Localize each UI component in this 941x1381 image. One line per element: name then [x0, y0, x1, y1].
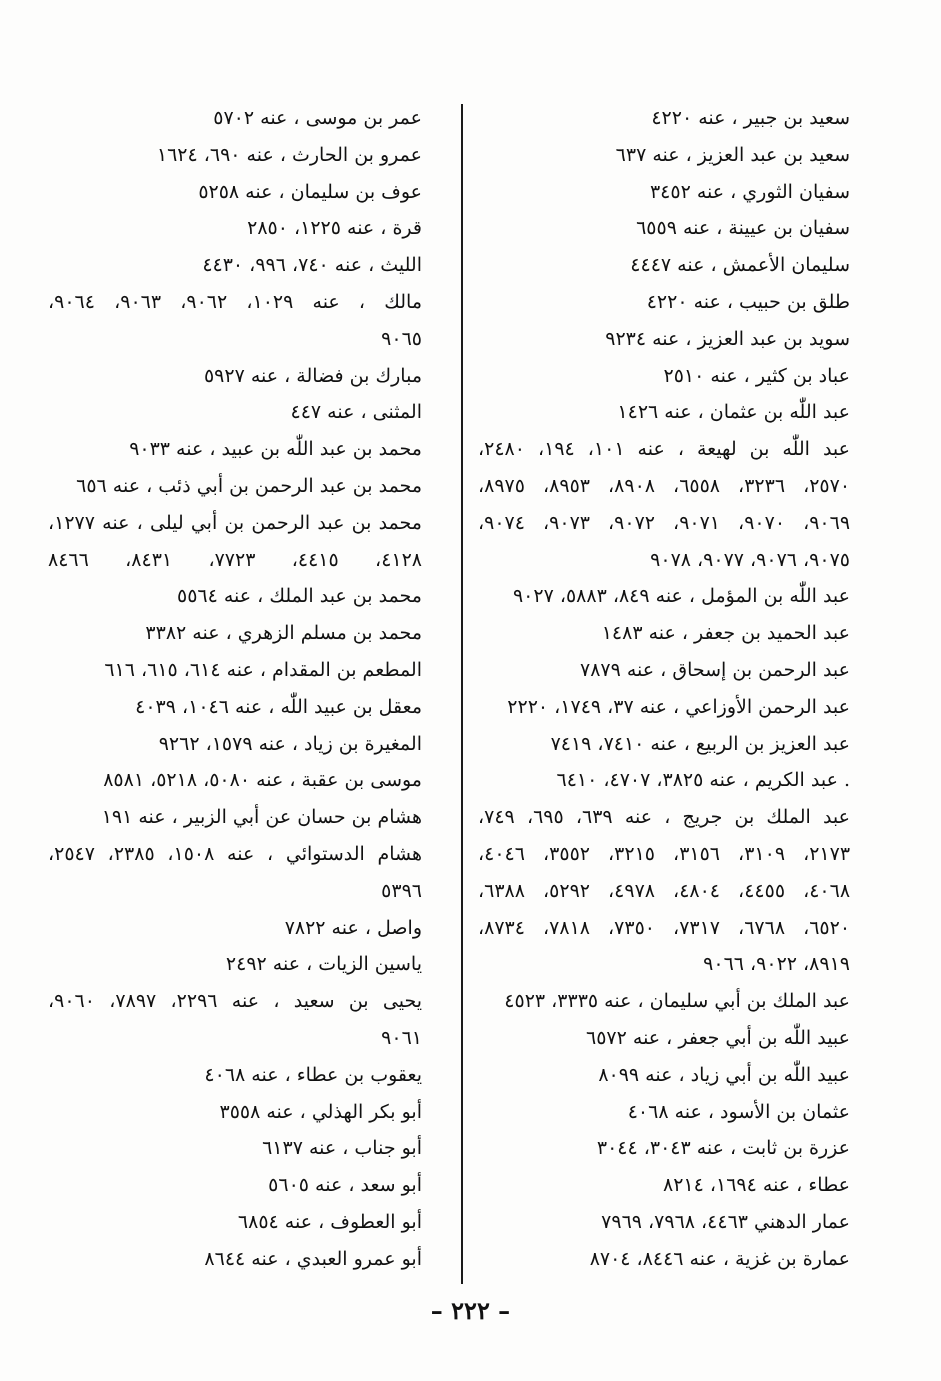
index-entry: عمارة بن غزية ، عنه ٨٤٤٦، ٨٧٠٤ — [589, 1247, 850, 1270]
index-entry: ياسين الزيات ، عنه ٢٤٩٢ — [225, 953, 422, 976]
index-entry: عمار الدهني ٤٤٦٣، ٧٩٦٨، ٧٩٦٩ — [601, 1210, 850, 1233]
index-entry: عزرة بن ثابت ، عنه ٣٠٤٣، ٣٠٤٤ — [596, 1137, 850, 1160]
index-entry: عمرو بن الحارث ، عنه ٦٩٠، ١٦٢٤ — [156, 143, 422, 166]
index-entry: المطعم بن المقدام ، عنه ٦١٤، ٦١٥، ٦١٦ — [104, 658, 422, 681]
index-entry: سعيد بن عبد العزيز ، عنه ٦٣٧ — [615, 143, 850, 166]
index-entry: معقل بن عبيد اللّٰه ، عنه ١٠٤٦، ٤٠٣٩ — [135, 695, 422, 718]
index-entry-continuation: ٤٠٦٨، ٤٤٥٥، ٤٨٠٤، ٤٩٧٨، ٥٢٩٢، ٦٣٨٨، — [478, 879, 850, 902]
index-entry: أبو جناب ، عنه ٦١٣٧ — [262, 1137, 422, 1160]
index-entry: محمد بن عبد الرحمن بن أبي ليلى ، عنه ١٢٧٧، — [48, 511, 422, 534]
index-entry: هشام الدستوائي ، عنه ١٥٠٨، ٢٣٨٥، ٢٥٤٧، — [48, 842, 422, 865]
index-entry: أبو سعد ، عنه ٥٦٠٥ — [268, 1174, 422, 1197]
index-entry: عوف بن سليمان ، عنه ٥٢٥٨ — [198, 180, 422, 203]
index-entry: محمد بن مسلم الزهري ، عنه ٣٣٨٢ — [145, 622, 422, 645]
index-entry: عمر بن موسى ، عنه ٥٧٠٢ — [213, 107, 422, 129]
index-entry: أبو بكر الهذلي ، عنه ٣٥٥٨ — [219, 1100, 422, 1123]
index-entry-continuation: ٩٠٦٩، ٩٠٧٠، ٩٠٧١، ٩٠٧٢، ٩٠٧٣، ٩٠٧٤، — [478, 511, 850, 534]
index-entry: سويد بن عبد العزيز ، عنه ٩٢٣٤ — [605, 327, 850, 350]
index-entry-continuation: ٩٠٦٥ — [381, 327, 422, 350]
index-entry: عبد اللّٰه بن المؤمل ، عنه ٨٤٩، ٥٨٨٣، ٩٠٢٧ — [512, 585, 850, 608]
index-entry: عبد الملك بن أبي سليمان ، عنه ٣٣٣٥، ٤٥٢٣ — [504, 990, 850, 1013]
index-entry-continuation: ٤١٢٨، ٤٤١٥، ٧٧٢٣، ٨٤٣١، ٨٤٦٦ — [48, 548, 422, 571]
index-entry: المغيرة بن زياد ، عنه ١٥٧٩، ٩٢٦٢ — [158, 732, 422, 755]
index-entry: سفيان بن عيينة ، عنه ٦٥٥٩ — [636, 217, 850, 240]
column-divider — [461, 104, 463, 1284]
index-entry-continuation: ٢٥٧٠، ٣٢٣٦، ٦٥٥٨، ٨٩٠٨، ٨٩٥٣، ٨٩٧٥، — [478, 474, 850, 497]
index-entry-continuation: ٢١٧٣، ٣١٠٩، ٣١٥٦، ٣٢١٥، ٣٥٥٢، ٤٠٤٦، — [478, 842, 850, 865]
index-entry: عبد اللّٰه بن عثمان ، عنه ١٤٢٦ — [617, 401, 850, 424]
index-entry: عبد الرحمن الأوزاعي ، عنه ٣٧، ١٧٤٩، ٢٢٢٠ — [507, 695, 850, 718]
index-entry: عبد الرحمن بن إسحاق ، عنه ٧٨٧٩ — [580, 658, 850, 681]
index-entry: عبد العزيز بن الربيع ، عنه ٧٤١٠، ٧٤١٩ — [550, 732, 850, 755]
index-entry: سليمان الأعمش ، عنه ٤٤٤٧ — [630, 254, 850, 277]
index-entry: موسى بن عقبة ، عنه ٥٠٨٠، ٥٢١٨، ٨٥٨١ — [103, 769, 422, 792]
index-entry: المثنى ، عنه ٤٤٧ — [290, 401, 422, 424]
index-entry-continuation: ٦٥٢٠، ٦٧٦٨، ٧٣١٧، ٧٣٥٠، ٧٨١٨، ٨٧٣٤، — [478, 916, 850, 939]
index-column-left — [48, 100, 422, 1278]
index-entry: سفيان الثوري ، عنه ٣٤٥٢ — [649, 180, 850, 203]
index-entry: مبارك بن فضالة ، عنه ٥٩٢٧ — [203, 364, 422, 387]
index-entry: عبيد اللّٰه بن أبي زياد ، عنه ٨٠٩٩ — [598, 1063, 850, 1086]
index-entry: عباد بن كثير ، عنه ٢٥١٠ — [663, 364, 850, 387]
index-entry: يحيى بن سعيد ، عنه ٢٢٩٦، ٧٨٩٧، ٩٠٦٠، — [48, 990, 422, 1013]
index-entry-continuation: ٨٩١٩، ٩٠٢٢، ٩٠٦٦ — [703, 953, 850, 976]
index-entry: محمد بن عبد الرحمن بن أبي ذئب ، عنه ٦٥٦ — [76, 474, 422, 497]
index-entry: محمد بن عبد الملك ، عنه ٥٥٦٤ — [176, 585, 422, 608]
index-entry-continuation: ٩٠٧٥، ٩٠٧٦، ٩٠٧٧، ٩٠٧٨ — [650, 548, 850, 571]
index-entry: واصل ، عنه ٧٨٢٢ — [284, 916, 422, 939]
index-entry: عبد اللّٰه بن لهيعة ، عنه ١٠١، ١٩٤، ٢٤٨٠، — [478, 438, 850, 461]
index-entry: مالك ، عنه ١٠٢٩، ٩٠٦٢، ٩٠٦٣، ٩٠٦٤، — [48, 290, 422, 313]
index-entry: عبيد اللّٰه بن أبي جعفر ، عنه ٦٥٧٢ — [586, 1026, 850, 1049]
index-entry: . عبد الكريم ، عنه ٣٨٢٥، ٤٧٠٧، ٦٤١٠ — [556, 769, 850, 792]
index-entry: هشام بن حسان عن أبي الزبير ، عنه ١٩١ — [101, 806, 422, 829]
index-entry: سعيد بن جبير ، عنه ٤٢٢٠ — [651, 107, 850, 129]
index-entry: يعقوب بن عطاء ، عنه ٤٠٦٨ — [204, 1063, 422, 1086]
index-entry: محمد بن عبد اللّٰه بن عبيد ، عنه ٩٠٣٣ — [129, 438, 422, 461]
index-entry: طلق بن حبيب ، عنه ٤٢٢٠ — [646, 290, 850, 313]
index-entry: قرة ، عنه ١٢٢٥، ٢٨٥٠ — [247, 217, 422, 240]
index-entry-continuation: ٩٠٦١ — [381, 1026, 422, 1049]
index-entry: الليث ، عنه ٧٤٠، ٩٩٦، ٤٤٣٠ — [202, 254, 422, 277]
index-entry: عطاء ، عنه ١٦٩٤، ٨٢١٤ — [663, 1174, 850, 1197]
index-column-right — [478, 100, 850, 1278]
index-entry: أبو العطوف ، عنه ٦٨٥٤ — [237, 1210, 422, 1233]
page-number: – ٢٢٢ – — [430, 1296, 511, 1325]
index-entry: عبد الحميد بن جعفر ، عنه ١٤٨٣ — [601, 622, 850, 645]
index-entry-continuation: ٥٣٩٦ — [381, 879, 422, 902]
index-entry: عثمان بن الأسود ، عنه ٤٠٦٨ — [627, 1100, 850, 1123]
index-entry: أبو عمرو العبدي ، عنه ٨٦٤٤ — [204, 1247, 422, 1270]
index-entry: عبد الملك بن جريج ، عنه ٦٣٩، ٦٩٥، ٧٤٩، — [478, 806, 850, 829]
